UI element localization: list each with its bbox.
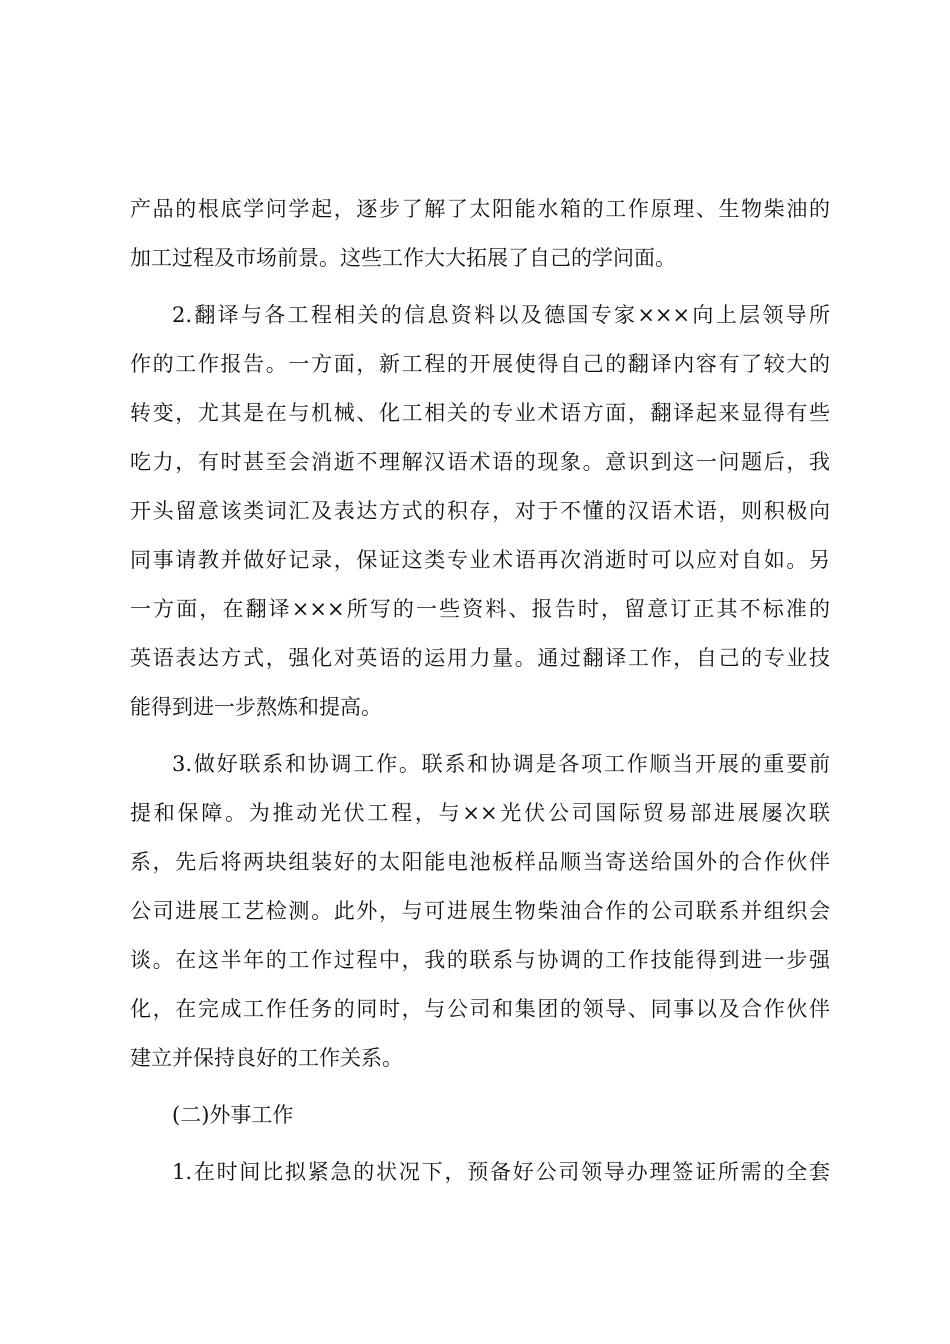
paragraph (130, 1148, 830, 1197)
text-line: 吃力，有时甚至会消逝不理解汉语术语的现象。意识到这一问题后，我 (130, 450, 830, 474)
text-line: 作的工作报告。一方面，新工程的开展使得自己的翻译内容有了较大的 (130, 352, 830, 376)
text-line: 公司进展工艺检测。此外，与可进展生物柴油合作的公司联系并组织会 (130, 899, 830, 923)
text-line: (二)外事工作 (172, 1103, 294, 1127)
document-body (130, 185, 830, 1197)
section-heading (130, 1091, 830, 1140)
text-line: 英语表达方式，强化对英语的运用力量。通过翻译工作，自己的专业技 (130, 646, 830, 670)
text-line: 转变，尤其是在与机械、化工相关的专业术语方面，翻译起来显得有些 (130, 401, 830, 425)
text-line: 同事请教并做好记录，保证这类专业术语再次消逝时可以应对自如。另 (130, 548, 830, 572)
text-line: 谈。在这半年的工作过程中，我的联系与协调的工作技能得到进一步强 (130, 948, 830, 972)
text-line: 2.翻译与各工程相关的信息资料以及德国专家×××向上层领导所 (172, 303, 830, 327)
text-line: 化，在完成工作任务的同时，与公司和集团的领导、同事以及合作伙伴 (130, 997, 830, 1021)
text-line: 能得到进一步熬炼和提高。 (130, 695, 382, 719)
text-line: 产品的根底学问学起，逐步了解了太阳能水箱的工作原理、生物柴油的 (130, 197, 830, 221)
text-line: 一方面，在翻译×××所写的一些资料、报告时，留意订正其不标准的 (130, 597, 830, 621)
paragraph (130, 291, 830, 732)
paragraph (130, 740, 830, 1083)
text-line: 建立并保持良好的工作关系。 (130, 1046, 403, 1070)
text-line: 开头留意该类词汇及表达方式的积存，对于不懂的汉语术语，则积极向 (130, 499, 830, 523)
text-line: 提和保障。为推动光伏工程，与××光伏公司国际贸易部进展屡次联 (130, 801, 830, 825)
text-line: 1.在时间比拟紧急的状况下，预备好公司领导办理签证所需的全套 (172, 1160, 830, 1184)
text-line: 系，先后将两块组装好的太阳能电池板样品顺当寄送给国外的合作伙伴 (130, 850, 830, 874)
text-line: 3.做好联系和协调工作。联系和协调是各项工作顺当开展的重要前 (172, 752, 830, 776)
paragraph (130, 185, 830, 283)
text-line: 加工过程及市场前景。这些工作大大拓展了自己的学问面。 (130, 246, 676, 270)
